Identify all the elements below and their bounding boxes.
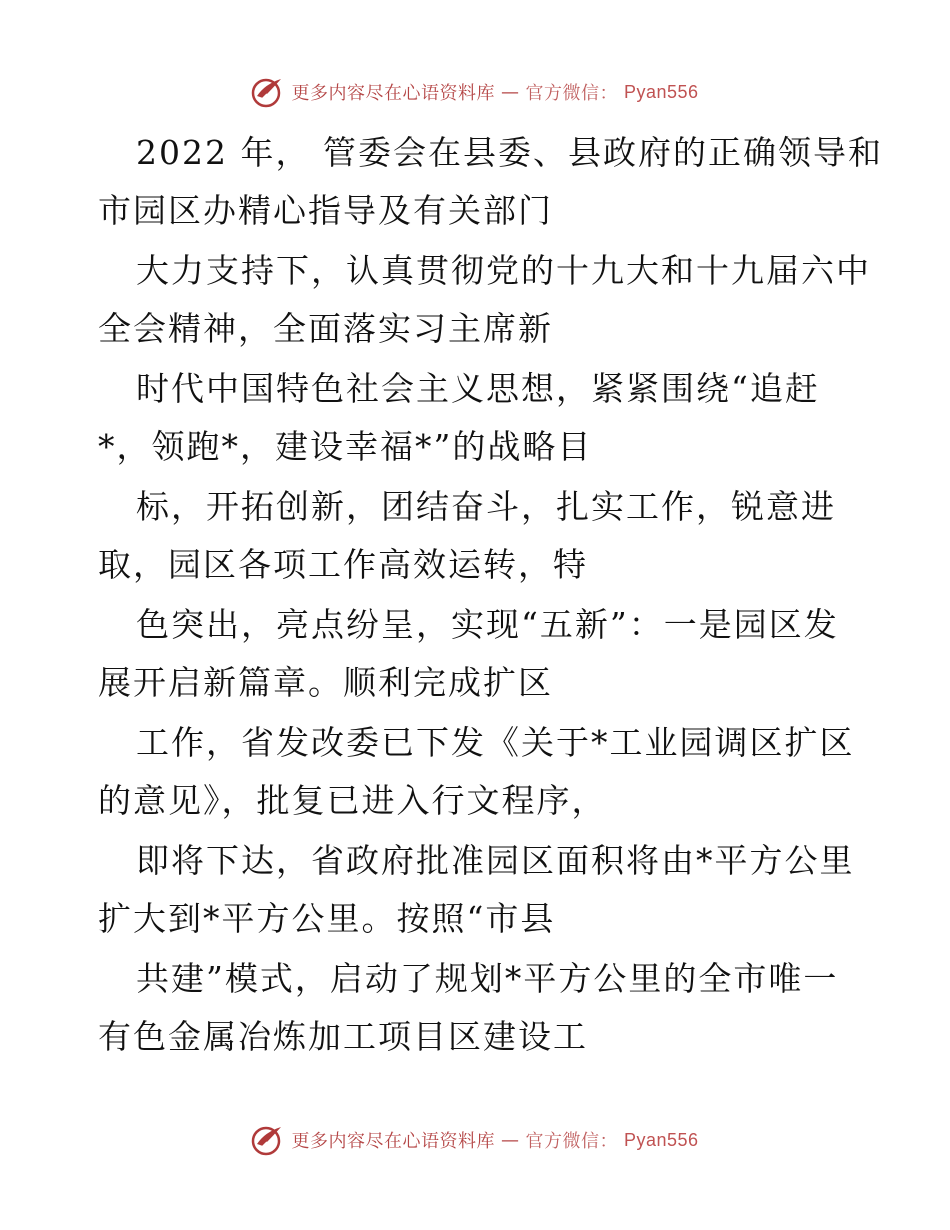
paragraph-line: 展开启新篇章。顺利完成扩区 [98,663,553,702]
watermark-separator: — [500,81,520,103]
paragraph-line: 的意见》，批复已进入行文程序， [98,781,607,820]
watermark-separator: — [500,1129,520,1151]
paragraph-line: 时代中国特色社会主义思想，紧紧围绕“追赶 [136,369,820,408]
paragraph-line: 即将下达，省政府批准园区面积将由*平方公里 [136,841,855,880]
paragraph-line: 色突出，亮点纷呈，实现“五新”：一是园区发 [136,605,839,644]
paragraph-line: 全会精神，全面落实习主席新 [98,309,553,348]
paragraph-line: 大力支持下，认真贯彻党的十九大和十九届六中 [136,251,871,290]
paragraph-line: 工作，省发改委已下发《关于*工业园调区扩区 [136,723,855,762]
paragraph [98,950,858,1066]
paragraph-line: 共建”模式，启动了规划*平方公里的全市唯一 [136,959,839,998]
paragraph-line: 扩大到*平方公里。按照“市县 [98,899,556,938]
paragraph [98,596,858,712]
document-body [98,124,883,1068]
paragraph-line: 市园区办精心指导及有关部门 [98,191,553,230]
footer-watermark [0,1124,950,1156]
header-watermark [0,76,950,108]
quill-logo-icon [251,76,285,108]
paragraph-line: *，领跑*，建设幸福*”的战略目 [98,427,593,466]
watermark-label: 官方微信： [525,1131,618,1152]
quill-logo-icon [251,1124,285,1156]
paragraph-line: 标，开拓创新，团结奋斗，扎实工作，锐意进 [136,487,836,526]
watermark-text: 更多内容尽在心语资料库 [291,83,495,104]
paragraph [98,832,858,948]
watermark-id: Pyan556 [623,81,699,102]
paragraph [98,360,858,476]
paragraph [98,124,883,240]
watermark-id: Pyan556 [623,1129,699,1150]
watermark-text: 更多内容尽在心语资料库 [291,1131,495,1152]
paragraph [98,242,871,358]
paragraph [98,478,858,594]
paragraph-line: 取，园区各项工作高效运转，特 [98,545,588,584]
paragraph [98,714,858,830]
paragraph-line: 有色金属冶炼加工项目区建设工 [98,1017,588,1056]
watermark-label: 官方微信： [525,83,618,104]
paragraph-line: 2022 年， 管委会在县委、县政府的正确领导和 [136,133,883,172]
